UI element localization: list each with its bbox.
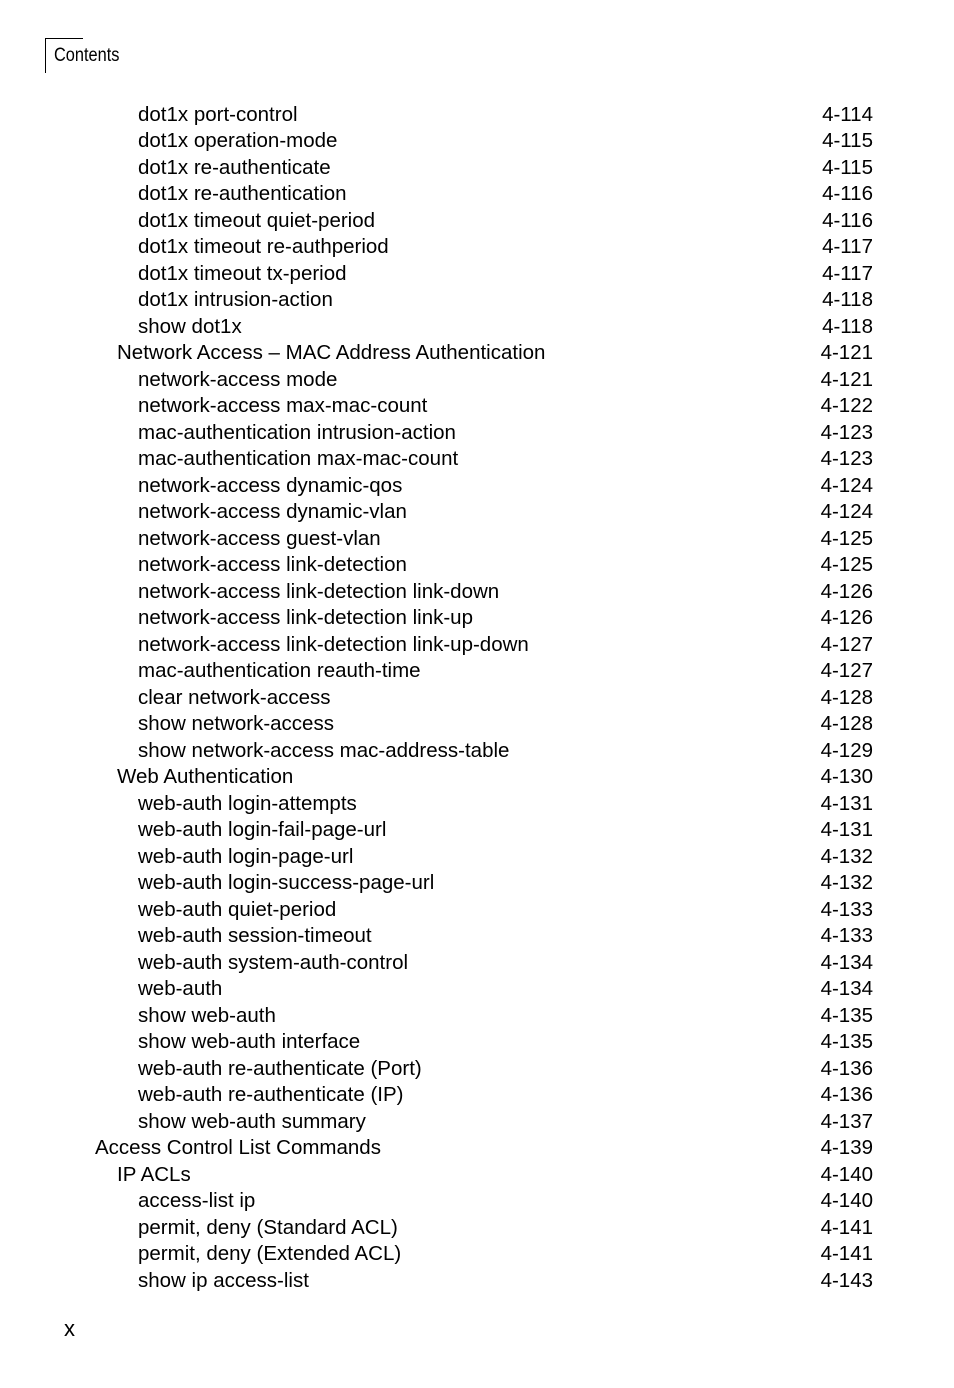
- toc-entry[interactable]: [0, 711, 954, 738]
- toc-entry[interactable]: [0, 976, 954, 1003]
- toc-entry-title: web-auth re-authenticate (Port): [138, 1056, 422, 1080]
- toc-entry-title: show web-auth: [138, 1003, 276, 1027]
- toc-entry[interactable]: [0, 844, 954, 871]
- toc-entry[interactable]: [0, 1215, 954, 1242]
- toc-entry[interactable]: [0, 552, 954, 579]
- toc-entry-page: 4-128: [820, 685, 873, 709]
- toc-entry-page: 4-140: [820, 1189, 873, 1212]
- toc-entry[interactable]: [0, 1135, 954, 1162]
- toc-entry[interactable]: [0, 1082, 954, 1109]
- toc-entry-title: show network-access: [138, 712, 334, 735]
- toc-entry[interactable]: [0, 420, 954, 447]
- toc-entry-title: dot1x intrusion-action: [138, 288, 333, 311]
- toc-entry-title: access-list ip: [138, 1189, 256, 1212]
- toc-entry[interactable]: [0, 1109, 954, 1136]
- toc-entry[interactable]: [0, 102, 954, 129]
- toc-entry[interactable]: [0, 499, 954, 526]
- toc-entry-page: 4-118: [822, 288, 873, 311]
- toc-entry-page: 4-131: [820, 791, 873, 815]
- toc-entry-page: 4-143: [820, 1268, 873, 1292]
- toc-entry-title: Network Access – MAC Address Authentication: [117, 341, 546, 364]
- toc-entry[interactable]: [0, 128, 954, 155]
- toc-entry[interactable]: [0, 1162, 954, 1189]
- toc-entry-page: 4-115: [822, 129, 873, 152]
- toc-entry[interactable]: [0, 261, 954, 288]
- toc-entry[interactable]: [0, 791, 954, 818]
- toc-entry-title: web-auth: [138, 977, 223, 1000]
- toc-entry-title: show ip access-list: [138, 1268, 309, 1292]
- toc-entry-page: 4-124: [820, 473, 873, 497]
- toc-entry-page: 4-140: [820, 1162, 873, 1186]
- toc-entry-page: 4-127: [820, 659, 873, 682]
- toc-entry-title: network-access mode: [138, 367, 338, 391]
- toc-entry-page: 4-126: [820, 606, 873, 629]
- toc-entry-page: 4-125: [820, 526, 873, 550]
- toc-entry-title: dot1x operation-mode: [138, 129, 338, 152]
- toc-entry[interactable]: [0, 181, 954, 208]
- toc-entry[interactable]: [0, 1056, 954, 1083]
- toc-entry-title: web-auth login-fail-page-url: [138, 818, 387, 841]
- toc-entry[interactable]: [0, 579, 954, 606]
- toc-entry[interactable]: [0, 923, 954, 950]
- toc-entry[interactable]: [0, 632, 954, 659]
- toc-entry[interactable]: [0, 287, 954, 314]
- toc-entry-page: 4-130: [820, 765, 873, 788]
- toc-entry-page: 4-132: [820, 871, 873, 894]
- toc-entry-title: IP ACLs: [117, 1162, 191, 1186]
- toc-entry-page: 4-117: [822, 235, 873, 258]
- toc-entry[interactable]: [0, 738, 954, 765]
- toc-entry-title: clear network-access: [138, 685, 331, 709]
- toc-entry-title: web-auth system-auth-control: [138, 950, 409, 974]
- toc-entry-title: dot1x re-authenticate: [138, 155, 331, 179]
- toc-entry-page: 4-118: [822, 314, 873, 338]
- toc-entry-page: 4-136: [820, 1056, 873, 1080]
- toc-entry-page: 4-124: [820, 500, 873, 523]
- toc-entry-page: 4-134: [820, 977, 873, 1000]
- toc-entry-title: web-auth login-attempts: [138, 791, 357, 815]
- toc-entry[interactable]: [0, 314, 954, 341]
- toc-entry-page: 4-121: [820, 341, 873, 364]
- toc-entry-title: Access Control List Commands: [95, 1136, 381, 1159]
- toc-entry-title: show web-auth interface: [138, 1030, 361, 1053]
- toc-entry-page: 4-116: [822, 208, 873, 232]
- toc-entry-title: network-access guest-vlan: [138, 526, 381, 550]
- toc-entry[interactable]: [0, 367, 954, 394]
- toc-entry[interactable]: [0, 208, 954, 235]
- toc-entry[interactable]: [0, 897, 954, 924]
- toc-entry-page: 4-125: [820, 553, 873, 576]
- toc-entry-page: 4-132: [820, 844, 873, 868]
- toc-entry-title: network-access dynamic-vlan: [138, 500, 407, 523]
- toc-entry[interactable]: [0, 817, 954, 844]
- toc-entry-page: 4-135: [820, 1003, 873, 1027]
- toc-entry-title: Web Authentication: [117, 765, 294, 788]
- toc-entry-page: 4-139: [820, 1136, 873, 1159]
- toc-entry-title: permit, deny (Extended ACL): [138, 1242, 402, 1265]
- toc-entry-title: show web-auth summary: [138, 1109, 366, 1133]
- toc-entry[interactable]: [0, 605, 954, 632]
- toc-entry-page: 4-116: [822, 182, 873, 205]
- toc-entry-page: 4-131: [820, 818, 873, 841]
- toc-entry-page: 4-122: [820, 394, 873, 417]
- toc-entry[interactable]: [0, 658, 954, 685]
- toc-entry-title: show dot1x: [138, 314, 242, 338]
- page-number: x: [64, 1316, 75, 1341]
- toc-entry[interactable]: [0, 950, 954, 977]
- toc-entry-page: 4-129: [820, 738, 873, 762]
- toc-entry[interactable]: [0, 1241, 954, 1268]
- toc-entry-title: web-auth login-success-page-url: [138, 871, 435, 894]
- toc-entry[interactable]: [0, 870, 954, 897]
- toc-entry-page: 4-128: [820, 712, 873, 735]
- toc-entry-title: dot1x timeout re-authperiod: [138, 235, 389, 258]
- toc-entry[interactable]: [0, 234, 954, 261]
- table-of-contents: [0, 102, 954, 1295]
- toc-entry-page: 4-135: [820, 1030, 873, 1053]
- toc-entry-title: web-auth login-page-url: [138, 844, 354, 868]
- toc-entry-page: 4-126: [820, 579, 873, 603]
- toc-entry-title: mac-authentication intrusion-action: [138, 420, 456, 444]
- toc-entry-page: 4-114: [822, 102, 873, 126]
- toc-entry-title: mac-authentication reauth-time: [138, 659, 421, 682]
- toc-entry-title: show network-access mac-address-table: [138, 738, 510, 762]
- toc-entry[interactable]: [0, 1029, 954, 1056]
- toc-entry-page: 4-141: [820, 1242, 873, 1265]
- toc-entry-title: dot1x timeout quiet-period: [138, 208, 376, 232]
- toc-entry[interactable]: [0, 1003, 954, 1030]
- toc-entry[interactable]: [0, 340, 954, 367]
- toc-entry-title: dot1x re-authentication: [138, 182, 347, 205]
- toc-entry[interactable]: [0, 155, 954, 182]
- toc-entry-title: network-access link-detection link-up: [138, 606, 473, 629]
- toc-entry-page: 4-133: [820, 897, 873, 921]
- toc-entry-page: 4-134: [820, 950, 873, 974]
- toc-entry-title: network-access link-detection link-down: [138, 579, 500, 603]
- running-header: Contents: [54, 45, 120, 66]
- toc-entry[interactable]: [0, 1268, 954, 1295]
- toc-entry-title: web-auth session-timeout: [138, 924, 372, 947]
- toc-entry-title: dot1x port-control: [138, 102, 298, 126]
- toc-entry-page: 4-121: [820, 367, 873, 391]
- toc-entry-page: 4-141: [820, 1215, 873, 1239]
- toc-entry[interactable]: [0, 685, 954, 712]
- toc-entry-title: network-access dynamic-qos: [138, 473, 403, 497]
- toc-entry-title: dot1x timeout tx-period: [138, 261, 347, 285]
- toc-entry-title: network-access max-mac-count: [138, 394, 428, 417]
- toc-entry-page: 4-115: [822, 155, 873, 179]
- toc-entry-page: 4-123: [820, 447, 873, 470]
- toc-entry-title: network-access link-detection: [138, 553, 407, 576]
- toc-entry[interactable]: [0, 393, 954, 420]
- toc-entry-page: 4-133: [820, 924, 873, 947]
- toc-entry-page: 4-127: [820, 632, 873, 656]
- toc-entry-title: permit, deny (Standard ACL): [138, 1215, 398, 1239]
- toc-entry[interactable]: [0, 764, 954, 791]
- toc-entry[interactable]: [0, 526, 954, 553]
- toc-entry-page: 4-137: [820, 1109, 873, 1133]
- toc-entry-title: web-auth re-authenticate (IP): [138, 1083, 404, 1106]
- toc-entry-page: 4-136: [820, 1083, 873, 1106]
- toc-entry-page: 4-117: [822, 261, 873, 285]
- toc-entry-page: 4-123: [820, 420, 873, 444]
- toc-entry[interactable]: [0, 1188, 954, 1215]
- toc-entry-title: network-access link-detection link-up-down: [138, 632, 529, 656]
- toc-entry[interactable]: [0, 446, 954, 473]
- toc-entry-title: web-auth quiet-period: [138, 897, 337, 921]
- toc-entry-title: mac-authentication max-mac-count: [138, 447, 459, 470]
- toc-entry[interactable]: [0, 473, 954, 500]
